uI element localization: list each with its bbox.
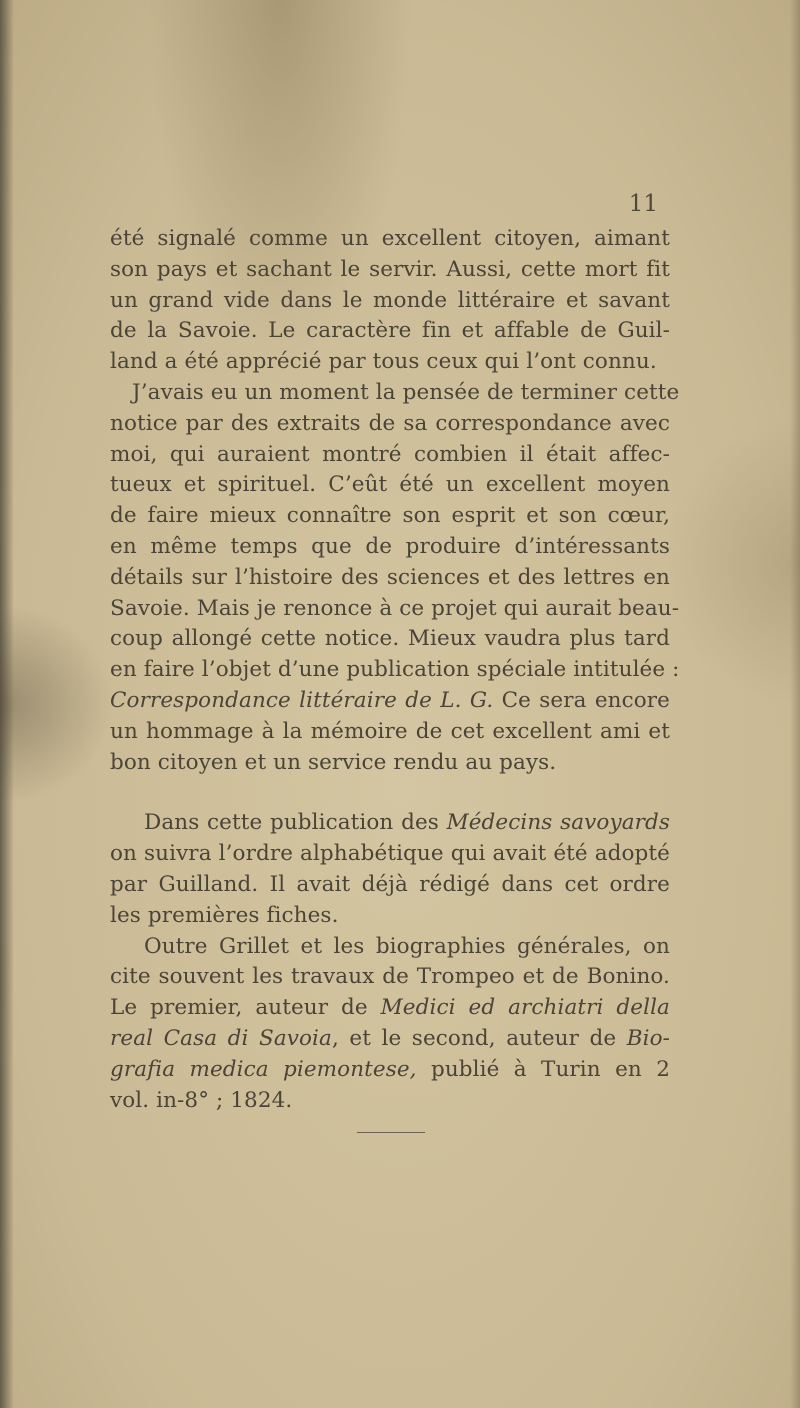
text-span: , et le second, auteur de bbox=[331, 1025, 627, 1051]
text-line: en même temps que de produire d’intéressants bbox=[110, 533, 670, 559]
text-line: coup allongé cette notice. Mieux vaudra plus tard bbox=[110, 626, 670, 652]
text-line bbox=[110, 993, 670, 1024]
body-text bbox=[110, 224, 680, 1116]
text-span: Le premier, auteur de bbox=[110, 995, 381, 1021]
text-line bbox=[110, 1055, 670, 1086]
text-line: tueux et spirituel. C’eût été un excellent moyen bbox=[110, 472, 670, 498]
paragraph-2 bbox=[110, 378, 680, 778]
text-line: moi, qui auraient montré combien il était affec- bbox=[110, 441, 670, 467]
text-line: en faire l’objet d’une publication spéciale intitulée : bbox=[110, 657, 680, 683]
text-line: bon citoyen et un service rendu au pays. bbox=[110, 749, 557, 775]
text-line: été signalé comme un excellent citoyen, aimant bbox=[110, 226, 670, 251]
paragraph-gap bbox=[110, 778, 670, 808]
italic-title: grafia medica piemontese, bbox=[110, 1056, 417, 1082]
text-line: détails sur l’histoire des sciences et des lettres en bbox=[110, 564, 670, 590]
italic-title: Bio- bbox=[626, 1025, 670, 1051]
italic-title: Medici ed archiatri della bbox=[380, 995, 670, 1021]
page-number: 11 bbox=[628, 191, 658, 217]
text-line: Savoie. Mais je renonce à ce projet qui aurait beau- bbox=[110, 595, 680, 621]
text-line: les premières fiches. bbox=[110, 902, 339, 928]
text-line: son pays et sachant le servir. Aussi, cette mort fit bbox=[110, 256, 670, 282]
text-line: de la Savoie. Le caractère fin et affable de Guil- bbox=[110, 318, 670, 344]
text-line: cite souvent les travaux de Trompeo et de Bonino. bbox=[110, 964, 670, 990]
italic-title: Correspondance littéraire de L. G. bbox=[110, 687, 494, 713]
section-divider-rule bbox=[357, 1132, 425, 1133]
text-line: vol. in-8° ; 1824. bbox=[110, 1087, 293, 1113]
text-line: par Guilland. Il avait déjà rédigé dans cet ordre bbox=[110, 871, 670, 897]
text-line: notice par des extraits de sa correspondance avec bbox=[110, 410, 670, 436]
text-line: Outre Grillet et les biographies générales, on bbox=[144, 933, 670, 959]
italic-title: Médecins savoyards bbox=[446, 810, 670, 836]
paragraph-4 bbox=[110, 932, 670, 1117]
text-span: Dans cette publication des bbox=[144, 810, 447, 836]
paragraph-1 bbox=[110, 224, 670, 378]
text-span: Ce sera encore bbox=[493, 687, 670, 713]
text-line: on suivra l’ordre alphabétique qui avait été adopté bbox=[110, 841, 670, 867]
text-span: publié à Turin en 2 bbox=[416, 1056, 670, 1082]
page-edge-shadow-right bbox=[790, 0, 800, 1408]
page-edge-shadow bbox=[0, 0, 14, 1408]
italic-title: real Casa di Savoia bbox=[110, 1025, 332, 1051]
text-line: J’avais eu un moment la pensée de terminer cette bbox=[132, 379, 680, 405]
text-line: un grand vide dans le monde littéraire et savant bbox=[110, 287, 670, 313]
text-line bbox=[110, 808, 670, 839]
text-line: land a été apprécié par tous ceux qui l’ont connu. bbox=[110, 349, 657, 375]
text-line: un hommage à la mémoire de cet excellent ami et bbox=[110, 718, 670, 744]
text-line bbox=[110, 1024, 670, 1055]
text-line bbox=[110, 686, 670, 717]
paragraph-3 bbox=[110, 808, 670, 931]
text-line: de faire mieux connaître son esprit et son cœur, bbox=[110, 503, 670, 529]
